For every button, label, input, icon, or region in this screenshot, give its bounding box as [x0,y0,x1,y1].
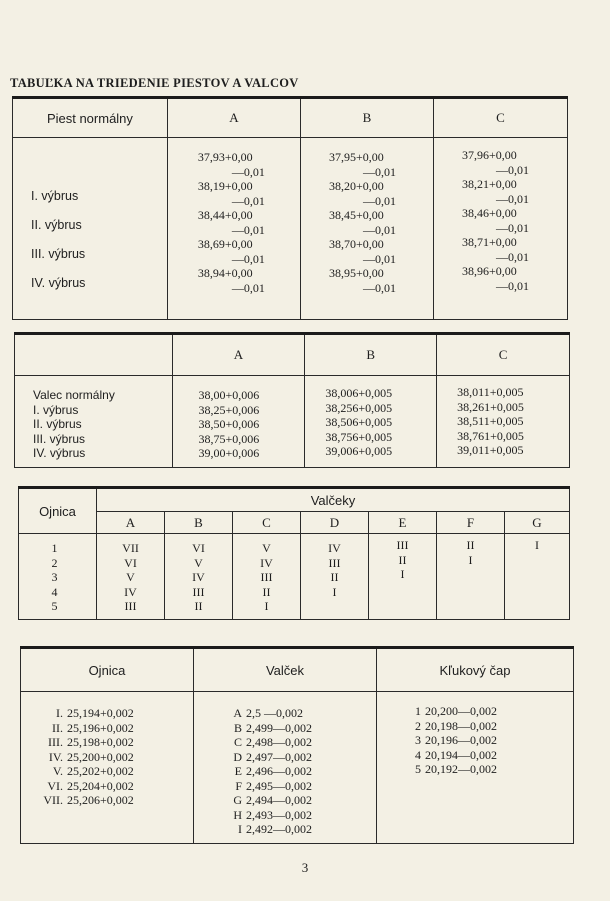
piston-a-1-tol: —0,01 [231,193,265,208]
ojnica-label: V. [52,764,63,778]
roller-f-1: I [468,552,473,567]
ojnica-value: 25,196+0,002 [67,720,134,735]
ojnica-row [21,793,193,808]
piston-col-a [167,138,300,320]
roller-ojnica-2: 2 [51,555,58,570]
valcek-row [194,764,376,779]
cylinder-b-3: 38,756+0,005 [325,429,393,444]
cylinder-b-2: 38,506+0,005 [325,415,393,429]
roller-g-0: I [535,538,539,552]
roller-col-d [301,534,369,620]
piston-a-4-main: 38,94+0,00 [197,266,253,280]
piston-c-4-main: 38,96+0,00 [461,264,517,278]
page-title: TABUĽKA NA TRIEDENIE PIESTOV A VALCOV [10,76,299,90]
bottom-header-ojnica: Ojnica [21,648,194,692]
piston-row-labels [13,138,168,320]
piston-c-0-tol: —0,01 [495,162,529,177]
piston-b-0-main: 37,95+0,00 [328,150,384,164]
cylinder-a-3: 38,75+0,006 [198,431,260,446]
valcek-row [194,750,376,765]
page-number: 3 [301,860,309,875]
valcek-row [194,808,376,823]
roller-col-b [165,534,233,620]
valcek-row [194,721,376,736]
roller-ojnica-header: Ojnica [19,488,97,534]
ojnica-row [21,750,193,765]
cap-value: 20,196—0,002 [425,733,497,747]
valcek-label: A [233,706,242,720]
piston-a-2-main: 38,44+0,00 [197,208,253,222]
ojnica-value: 25,200+0,002 [67,749,134,764]
piston-a-0-main: 37,93+0,00 [197,150,253,164]
roller-d-3: I [332,584,337,599]
ojnica-value: 25,202+0,002 [67,764,134,778]
piston-c-1-tol: —0,01 [495,191,529,206]
cylinder-col-c [437,376,570,468]
cap-value: 20,200—0,002 [425,704,497,718]
valcek-row [194,735,376,750]
cylinder-a-1: 38,25+0,006 [198,402,260,417]
roller-ojnica-col [19,534,97,620]
roller-header-a: A [97,512,165,534]
valcek-value: 2,493—0,002 [246,807,312,822]
ojnica-row [21,764,193,779]
valcek-label: H [233,807,242,822]
roller-a-4: III [124,599,137,613]
cylinder-table [14,332,570,468]
roller-header-d: D [301,512,369,534]
cylinder-b-4: 39,006+0,005 [325,444,393,458]
roller-col-c [233,534,301,620]
piston-row-1: I. výbrus [31,189,79,203]
roller-e-1: II [398,552,407,567]
ojnica-label: I. [56,706,63,720]
cylinder-header-b: B [305,334,437,376]
piston-b-1-main: 38,20+0,00 [328,179,384,193]
roller-c-4: I [264,599,269,613]
piston-label-header [13,98,168,138]
roller-table [18,486,570,620]
cap-label: 1 [415,704,421,718]
cylinder-c-4: 39,011+0,005 [457,443,524,457]
cylinder-a-4: 39,00+0,006 [198,446,260,460]
roller-ojnica-1: 1 [51,541,58,555]
valcek-value: 2,494—0,002 [246,793,312,807]
cap-row [377,762,573,777]
ojnica-value: 25,198+0,002 [67,735,134,749]
piston-row-2: II. výbrus [31,218,82,232]
bottom-header-cap: Kľukový čap [377,648,574,692]
piston-c-2-main: 38,46+0,00 [461,206,517,220]
roller-col-f [437,534,505,620]
bottom-header-valcek: Valček [194,648,377,692]
piston-header-a: A [167,98,300,138]
piston-c-0-main: 37,96+0,00 [461,148,517,162]
valcek-row [194,706,376,721]
piston-a-3-main: 38,69+0,00 [197,237,253,251]
ojnica-label: VII. [43,793,63,807]
roller-f-0: II [466,538,475,552]
valcek-label: B [233,720,242,735]
piston-header-b: B [300,98,433,138]
roller-e-2: I [400,567,405,581]
cylinder-c-0: 38,011+0,005 [457,385,524,399]
valcek-row [194,822,376,837]
roller-header-f: F [437,512,505,534]
valcek-value: 2,5 —0,002 [246,706,303,720]
cap-label: 5 [415,762,421,776]
roller-header-b: B [165,512,233,534]
roller-header-g: G [505,512,570,534]
ojnica-label: II. [52,720,63,735]
cap-row [377,733,573,748]
cylinder-row-0: Valec normálny [33,388,115,402]
piston-c-1-main: 38,21+0,00 [461,177,517,191]
valcek-label: I [238,822,242,836]
piston-a-1-main: 38,19+0,00 [197,179,253,193]
cap-value: 20,192—0,002 [425,762,497,776]
roller-c-2: III [260,570,273,584]
piston-b-2-tol: —0,01 [362,222,396,237]
piston-b-0-tol: —0,01 [362,164,396,179]
valcek-label: E [234,764,242,778]
piston-b-4-tol: —0,01 [362,280,396,295]
roller-header-e: E [369,512,437,534]
cylinder-col-b [305,376,437,468]
valcek-value: 2,499—0,002 [246,720,312,735]
valcek-value: 2,498—0,002 [246,735,312,749]
roller-d-1: III [328,555,341,570]
cylinder-c-1: 38,261+0,005 [457,399,524,414]
bottom-cap-col [377,692,574,844]
piston-b-1-tol: —0,01 [362,193,396,208]
cap-row [377,704,573,719]
piston-col-c [433,138,567,320]
roller-b-1: V [194,555,203,570]
piston-col-b [300,138,433,320]
roller-c-3: II [262,584,271,599]
roller-col-a [97,534,165,620]
roller-c-0: V [262,541,271,555]
cylinder-empty-header [15,334,173,376]
ojnica-value: 25,206+0,002 [67,793,134,807]
cylinder-row-1: I. výbrus [33,402,79,417]
roller-col-e [369,534,437,620]
cylinder-a-0: 38,00+0,006 [198,388,260,402]
piston-row-3: III. výbrus [31,247,86,261]
piston-table [12,96,568,320]
cap-label: 2 [415,718,421,733]
roller-a-2: V [126,570,135,584]
cap-value: 20,198—0,002 [425,718,497,733]
valcek-label: C [233,735,242,749]
cylinder-a-2: 38,50+0,006 [198,417,260,431]
roller-ojnica-4: 4 [51,584,58,599]
roller-c-1: IV [260,555,273,570]
valcek-label: F [235,778,242,793]
cylinder-header-c: C [437,334,570,376]
valcek-row [194,779,376,794]
valcek-value: 2,497—0,002 [246,749,312,764]
cylinder-row-labels [15,376,173,468]
valcek-row [194,793,376,808]
bottom-valcek-col [194,692,377,844]
piston-a-3-tol: —0,01 [231,251,265,266]
ojnica-label: VI. [47,778,63,793]
piston-label: Piest normálny [46,110,133,126]
cylinder-col-a [172,376,305,468]
bottom-table [20,646,574,844]
cylinder-b-1: 38,256+0,005 [325,400,393,415]
roller-col-g [505,534,570,620]
roller-b-4: II [194,599,203,613]
roller-ojnica-5: 5 [51,599,58,613]
cylinder-c-2: 38,511+0,005 [457,414,524,428]
roller-a-1: VI [124,555,137,570]
bottom-ojnica-col [21,692,194,844]
roller-a-3: IV [124,584,137,599]
piston-a-4-tol: —0,01 [231,280,265,295]
ojnica-value: 25,194+0,002 [67,706,134,720]
roller-valceky-header: Valčeky [97,488,570,512]
cylinder-b-0: 38,006+0,005 [325,386,393,400]
piston-row-4: IV. výbrus [31,276,86,290]
roller-header-c: C [233,512,301,534]
piston-b-2-main: 38,45+0,00 [328,208,384,222]
valcek-value: 2,492—0,002 [246,822,312,836]
piston-c-2-tol: —0,01 [495,220,529,235]
valcek-value: 2,496—0,002 [246,764,312,778]
valcek-label: D [233,749,242,764]
piston-c-3-main: 38,71+0,00 [461,235,517,249]
piston-b-3-main: 38,70+0,00 [328,237,384,251]
valcek-value: 2,495—0,002 [246,778,312,793]
cylinder-c-3: 38,761+0,005 [457,428,524,443]
roller-ojnica-3: 3 [51,570,58,584]
roller-b-3: III [192,584,205,599]
ojnica-value: 25,204+0,002 [67,778,134,793]
cap-value: 20,194—0,002 [425,747,497,762]
ojnica-row [21,779,193,794]
roller-b-0: VI [192,541,205,555]
cylinder-header-a: A [172,334,305,376]
cap-label: 4 [415,747,421,762]
piston-c-4-tol: —0,01 [495,278,529,293]
cylinder-row-3: III. výbrus [33,431,86,446]
cap-row [377,748,573,763]
piston-a-2-tol: —0,01 [231,222,265,237]
cap-row [377,719,573,734]
valcek-label: G [233,793,242,807]
ojnica-label: III. [48,735,63,749]
roller-d-2: II [330,570,339,584]
cap-label: 3 [415,733,421,747]
roller-a-0: VII [122,541,139,555]
piston-b-4-main: 38,95+0,00 [328,266,384,280]
roller-e-0: III [396,538,409,552]
roller-b-2: IV [192,570,205,584]
piston-c-3-tol: —0,01 [495,249,529,264]
piston-b-3-tol: —0,01 [362,251,396,266]
ojnica-row [21,706,193,721]
piston-header-c: C [433,98,567,138]
ojnica-label: IV. [48,749,63,764]
ojnica-row [21,721,193,736]
ojnica-row [21,735,193,750]
cylinder-row-2: II. výbrus [33,417,82,431]
cylinder-row-4: IV. výbrus [33,446,86,460]
roller-d-0: IV [328,541,341,555]
piston-a-0-tol: —0,01 [231,164,265,179]
